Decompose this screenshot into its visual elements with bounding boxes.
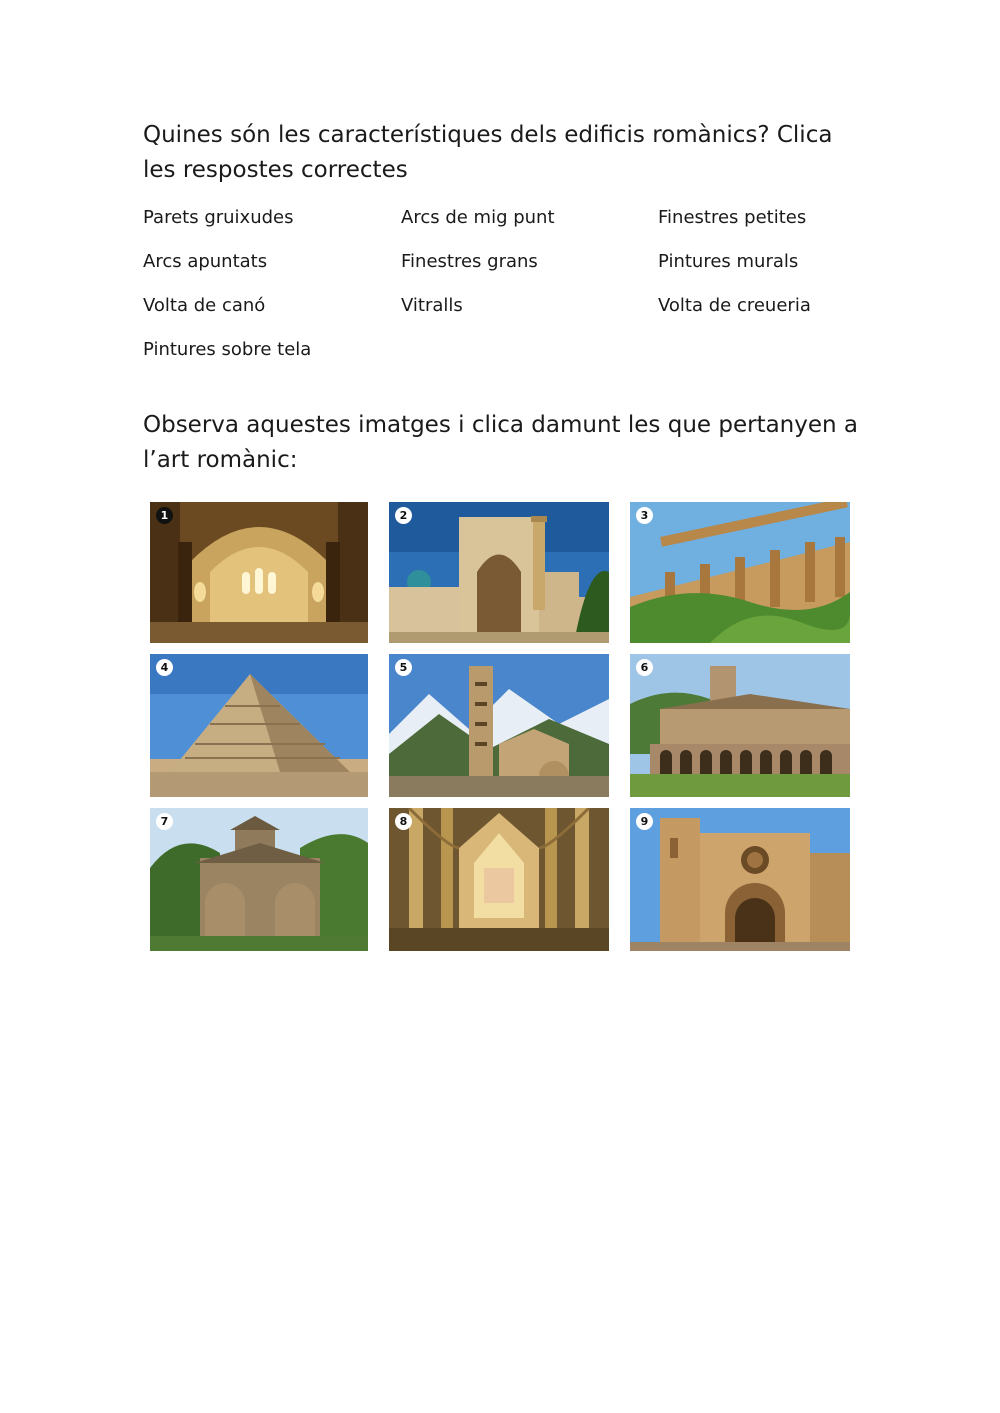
- image-tile-8[interactable]: [389, 808, 609, 951]
- question-1-title: Quines són les característiques dels edificis romànics? Clica les respostes correctes: [143, 122, 833, 183]
- option-pintures-murals[interactable]: Pintures murals: [658, 251, 799, 272]
- image-tile-2[interactable]: [389, 502, 609, 643]
- image-number-7: 7: [156, 813, 173, 830]
- gothic-interior-image: [389, 808, 609, 951]
- option-parets-gruixudes[interactable]: Parets gruixudes: [143, 207, 294, 228]
- image-number-8: 8: [395, 813, 412, 830]
- monastery-cloister-image: [630, 654, 850, 797]
- option-pintures-sobre-tela[interactable]: Pintures sobre tela: [143, 339, 312, 360]
- option-arcs-apuntats[interactable]: Arcs apuntats: [143, 251, 268, 272]
- option-arcs-de-mig-punt[interactable]: Arcs de mig punt: [401, 207, 555, 228]
- image-number-6: 6: [636, 659, 653, 676]
- option-vitralls[interactable]: Vitralls: [401, 295, 463, 316]
- aqueduct-image: [630, 502, 850, 643]
- image-tile-1[interactable]: [150, 502, 368, 643]
- option-volta-de-creueria[interactable]: Volta de creueria: [658, 295, 811, 316]
- image-grid: [150, 502, 850, 951]
- option-volta-de-cano[interactable]: Volta de canó: [143, 295, 266, 316]
- image-tile-5[interactable]: [389, 654, 609, 797]
- image-tile-4[interactable]: [150, 654, 368, 797]
- image-tile-6[interactable]: [630, 654, 850, 797]
- church-interior-image: [150, 502, 368, 643]
- image-tile-3[interactable]: [630, 502, 850, 643]
- romanesque-church-image: [150, 808, 368, 951]
- image-number-3: 3: [636, 507, 653, 524]
- image-tile-7[interactable]: [150, 808, 368, 951]
- image-number-9: 9: [636, 813, 653, 830]
- question-2-title: Observa aquestes imatges i clica damunt les que pertanyen a l’art romànic:: [143, 412, 858, 473]
- image-number-1: 1: [156, 507, 173, 524]
- image-number-2: 2: [395, 507, 412, 524]
- option-finestres-petites[interactable]: Finestres petites: [658, 207, 807, 228]
- answer-options: [143, 203, 863, 379]
- option-finestres-grans[interactable]: Finestres grans: [401, 251, 538, 272]
- image-number-5: 5: [395, 659, 412, 676]
- romanesque-belltower-image: [389, 654, 609, 797]
- image-number-4: 4: [156, 659, 173, 676]
- image-tile-9[interactable]: [630, 808, 850, 951]
- gothic-facade-image: [630, 808, 850, 951]
- naveta-image: [150, 654, 368, 797]
- mosque-image: [389, 502, 609, 643]
